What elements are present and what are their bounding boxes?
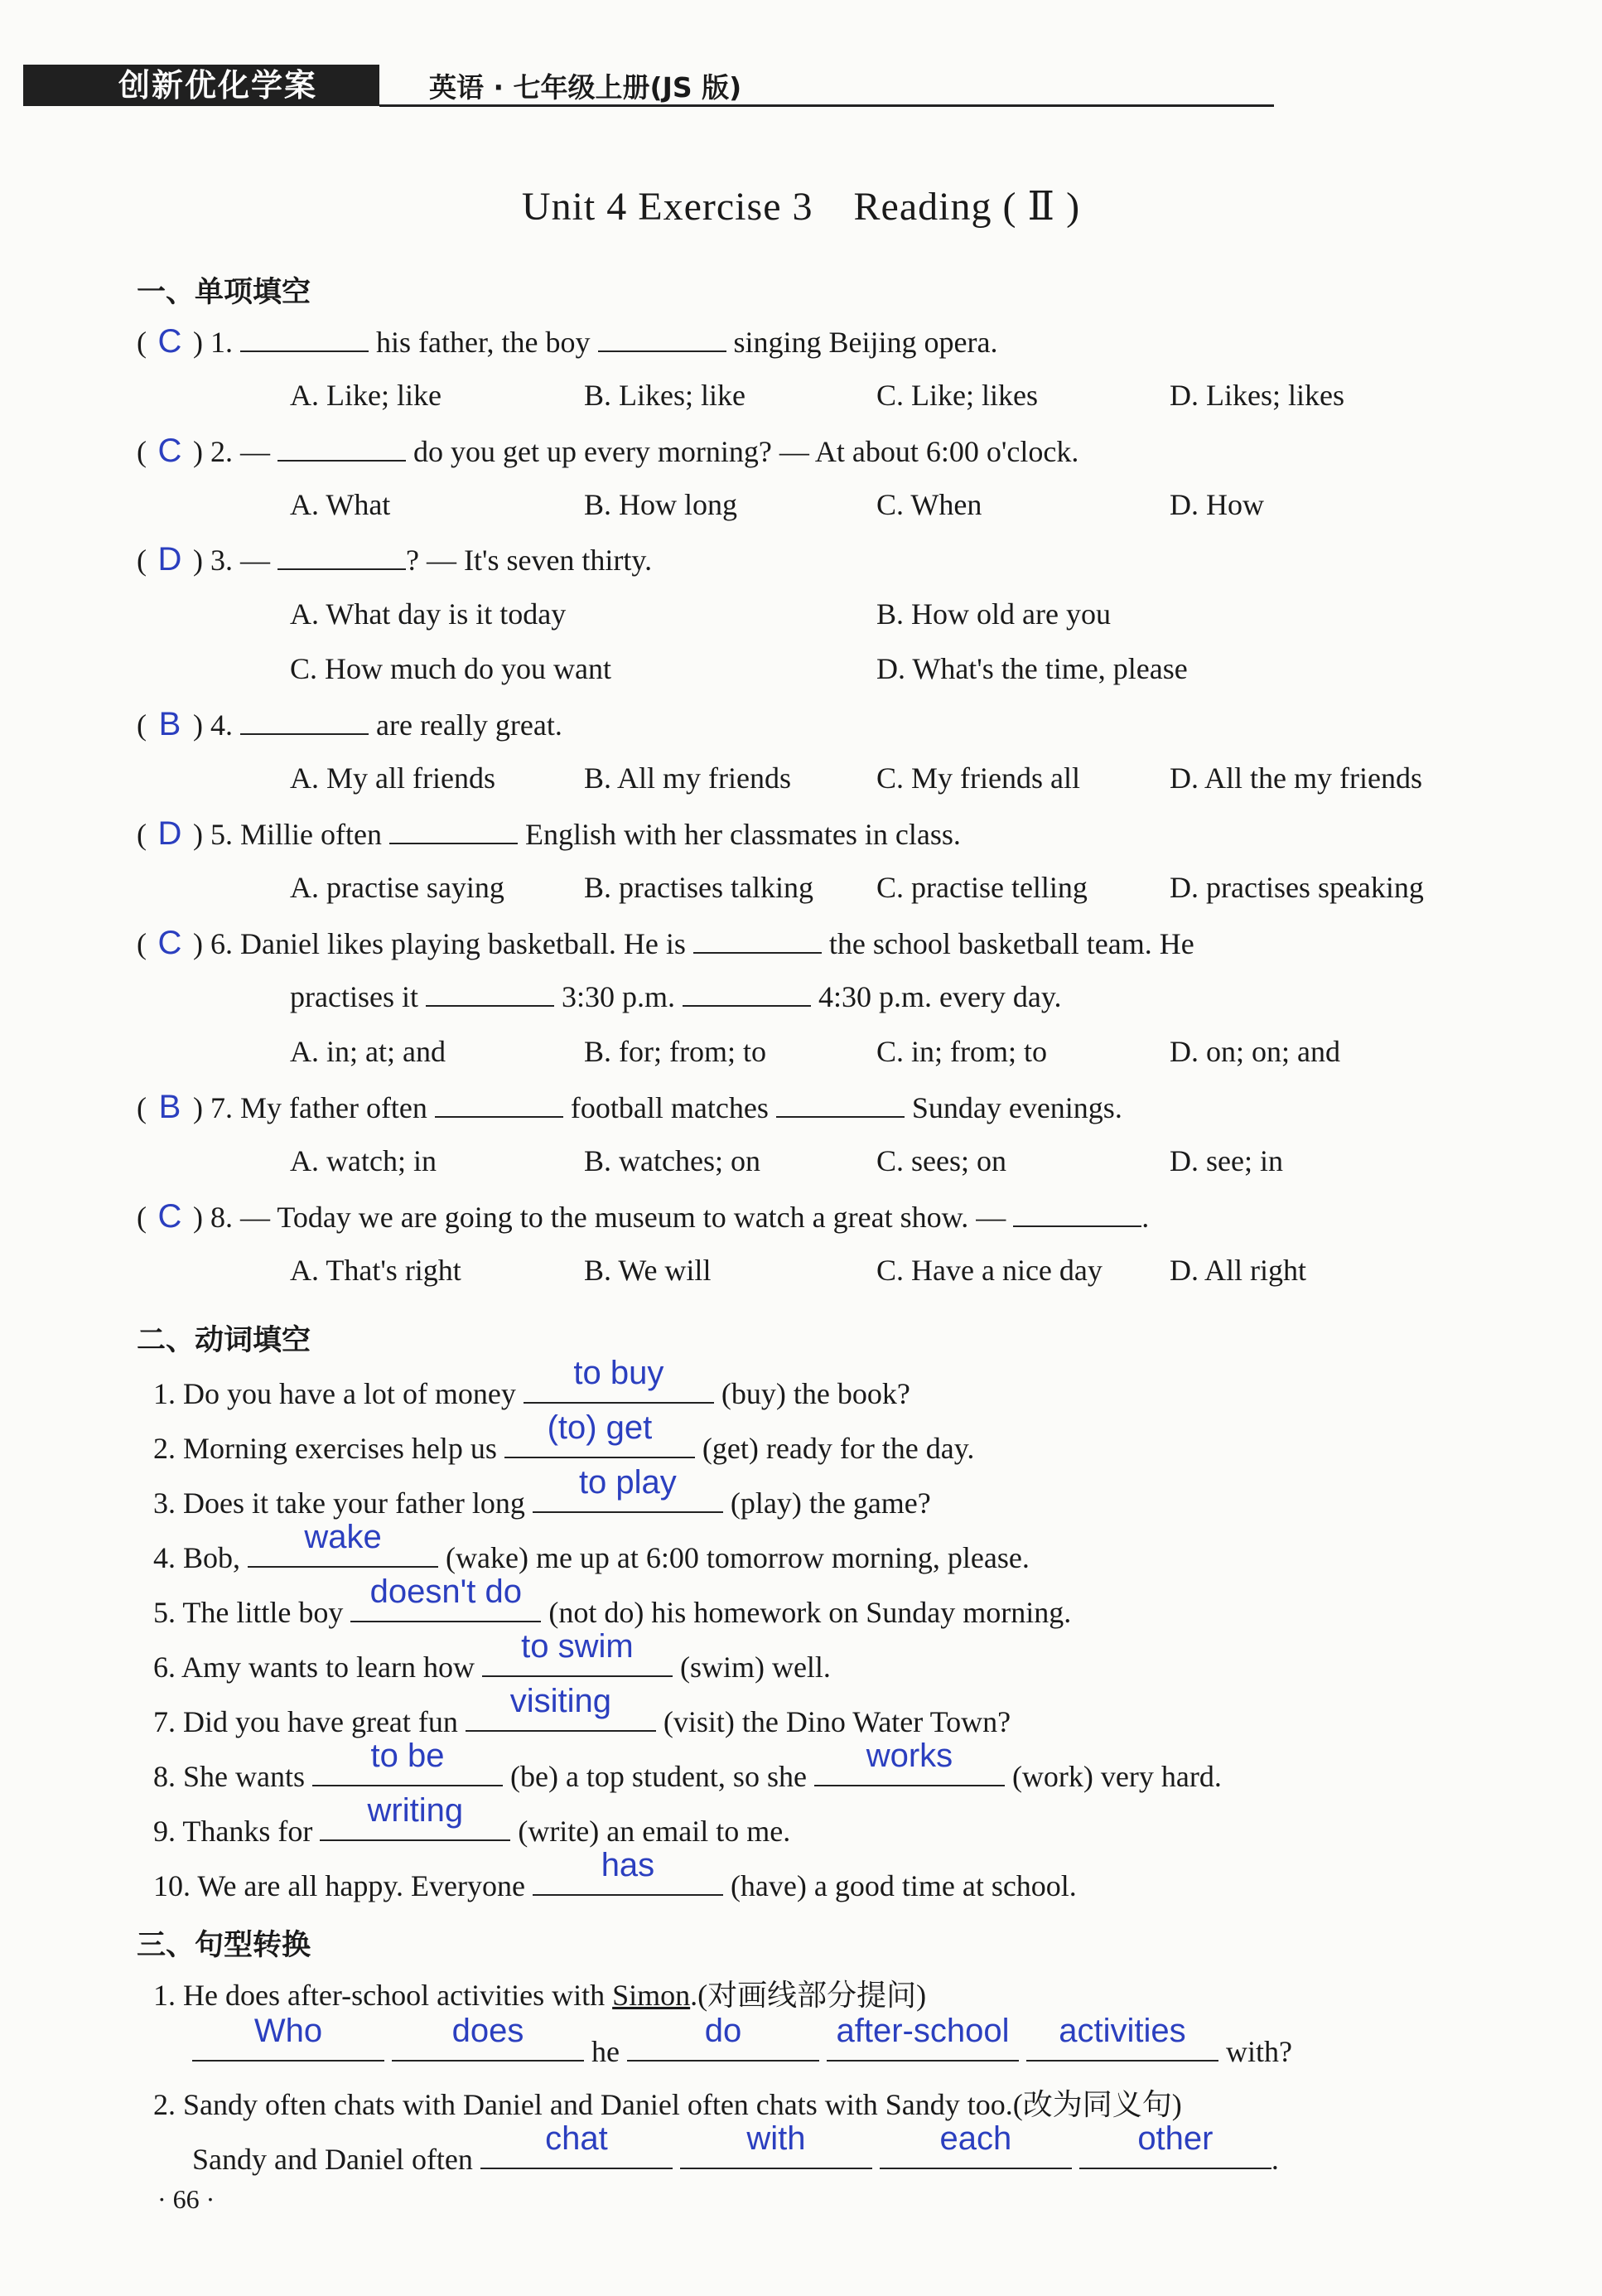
option: C. How much do you want bbox=[290, 652, 611, 685]
answer-letter: C bbox=[157, 925, 182, 961]
transform-answer-2: Sandy and Daniel often chat with each other . bbox=[192, 2120, 1279, 2176]
mc-question-1: ( C ) 1. his father, the boy singing Beijing opera. bbox=[137, 323, 998, 360]
mc-question-5: ( D ) 5. Millie often English with her classmates in class. bbox=[137, 815, 961, 852]
blank bbox=[426, 980, 554, 1007]
answer-blank: each bbox=[880, 2131, 1072, 2169]
answer-letter: C bbox=[157, 1198, 182, 1235]
option: B. How old are you bbox=[876, 597, 1111, 631]
answer-blank: to be bbox=[312, 1748, 503, 1786]
transform-answer-1: Who does he do after-school activities with? bbox=[192, 2023, 1292, 2069]
answer-blank: Who bbox=[192, 2023, 384, 2062]
option: D. All the my friends bbox=[1170, 761, 1422, 795]
blank bbox=[693, 927, 822, 954]
option: B. How long bbox=[584, 488, 738, 521]
blank bbox=[240, 326, 369, 352]
answer-letter: D bbox=[157, 541, 182, 578]
option: D. see; in bbox=[1170, 1144, 1283, 1177]
option: B. practises talking bbox=[584, 871, 813, 904]
answer-blank: after-school bbox=[827, 2023, 1019, 2062]
answer-letter: C bbox=[157, 323, 182, 360]
mc-question-6: ( C ) 6. Daniel likes playing basketball. He is the school basketball team. He bbox=[137, 925, 1194, 961]
option: D. practises speaking bbox=[1170, 871, 1424, 904]
verb-item-10: 10. We are all happy. Everyone has (have) a good time at school. bbox=[153, 1847, 1077, 1902]
verb-item-7: 7. Did you have great fun visiting (visit) the Dino Water Town? bbox=[153, 1683, 1011, 1738]
answer-blank: doesn't do bbox=[350, 1584, 541, 1622]
option: C. Have a nice day bbox=[876, 1254, 1103, 1287]
answer-blank: writing bbox=[320, 1803, 510, 1841]
blank bbox=[277, 544, 406, 570]
book-title: 英语 · 七年级上册(JS 版) bbox=[429, 71, 742, 104]
verb-item-8: 8. She wants to be (be) a top student, so she works (work) very hard. bbox=[153, 1738, 1222, 1793]
section-heading-2: 二、动词填空 bbox=[137, 1324, 311, 1357]
verb-item-4: 4. Bob, wake (wake) me up at 6:00 tomorrow morning, please. bbox=[153, 1519, 1030, 1574]
blank bbox=[1013, 1201, 1141, 1227]
option: B. watches; on bbox=[584, 1144, 760, 1177]
option: A. watch; in bbox=[290, 1144, 437, 1177]
transform-question-2: 2. Sandy often chats with Daniel and Daniel often chats with Sandy too.(改为同义句) bbox=[153, 2088, 1182, 2121]
page-number: · 66 · bbox=[157, 2184, 215, 2214]
option: A. practise saying bbox=[290, 871, 504, 904]
option: B. for; from; to bbox=[584, 1035, 766, 1068]
exercise-title: Unit 4 Exercise 3 Reading ( Ⅱ ) bbox=[521, 185, 1081, 229]
verb-item-9: 9. Thanks for writing (write) an email to me. bbox=[153, 1792, 791, 1848]
transform-question-1: 1. He does after-school activities with Simon.(对画线部分提问) bbox=[153, 1979, 927, 2012]
answer-blank: to buy bbox=[524, 1366, 714, 1404]
mc-question-8: ( C ) 8. — Today we are going to the museum to watch a great show. — . bbox=[137, 1198, 1150, 1235]
answer-blank: visiting bbox=[466, 1694, 656, 1732]
mc-question-3: ( D ) 3. — ? — It's seven thirty. bbox=[137, 541, 653, 578]
option: A. What bbox=[290, 488, 391, 521]
option: C. practise telling bbox=[876, 871, 1088, 904]
option: C. sees; on bbox=[876, 1144, 1006, 1177]
answer-blank: do bbox=[627, 2023, 819, 2062]
series-logo: 创新优化学案 bbox=[23, 65, 379, 106]
answer-blank: wake bbox=[248, 1530, 438, 1568]
option: D. How bbox=[1170, 488, 1264, 521]
verb-item-6: 6. Amy wants to learn how to swim (swim) well. bbox=[153, 1628, 831, 1684]
option: D. All right bbox=[1170, 1254, 1307, 1287]
blank bbox=[683, 980, 811, 1007]
blank bbox=[776, 1091, 905, 1118]
mc-question-7: ( B ) 7. My father often football matches Sunday evenings. bbox=[137, 1089, 1122, 1125]
answer-blank: with bbox=[680, 2131, 872, 2169]
mc-question-2: ( C ) 2. — do you get up every morning? — At about 6:00 o'clock. bbox=[137, 433, 1079, 469]
answer-blank: activities bbox=[1026, 2023, 1218, 2062]
answer-letter: C bbox=[157, 433, 182, 469]
verb-item-3: 3. Does it take your father long to play (play) the game? bbox=[153, 1464, 931, 1520]
option: D. What's the time, please bbox=[876, 652, 1188, 685]
option: B. All my friends bbox=[584, 761, 791, 795]
blank bbox=[598, 326, 726, 352]
answer-blank: (to) get bbox=[504, 1420, 695, 1458]
answer-letter: B bbox=[158, 706, 181, 742]
answer-letter: B bbox=[158, 1089, 181, 1125]
answer-blank: does bbox=[392, 2023, 584, 2062]
option: D. on; on; and bbox=[1170, 1035, 1340, 1068]
blank bbox=[389, 818, 518, 844]
mc-question-6-cont: practises it 3:30 p.m. 4:30 p.m. every day. bbox=[290, 980, 1062, 1013]
option: A. What day is it today bbox=[290, 597, 567, 631]
answer-blank: chat bbox=[480, 2131, 673, 2169]
answer-letter: D bbox=[157, 815, 182, 852]
answer-blank: to swim bbox=[482, 1639, 673, 1677]
option: A. in; at; and bbox=[290, 1035, 446, 1068]
blank bbox=[435, 1091, 563, 1118]
verb-item-2: 2. Morning exercises help us (to) get (get) ready for the day. bbox=[153, 1409, 975, 1465]
option: A. My all friends bbox=[290, 761, 495, 795]
underlined-word: Simon bbox=[612, 1979, 691, 2012]
blank bbox=[277, 435, 406, 462]
header-rule bbox=[379, 104, 1274, 107]
option: C. Like; likes bbox=[876, 379, 1038, 412]
verb-item-5: 5. The little boy doesn't do (not do) his homework on Sunday morning. bbox=[153, 1573, 1072, 1629]
answer-blank: to play bbox=[533, 1475, 723, 1513]
option: D. Likes; likes bbox=[1170, 379, 1344, 412]
answer-blank: works bbox=[814, 1748, 1005, 1786]
option: C. My friends all bbox=[876, 761, 1080, 795]
option: A. That's right bbox=[290, 1254, 461, 1287]
blank bbox=[240, 708, 369, 735]
option: B. We will bbox=[584, 1254, 712, 1287]
option: C. in; from; to bbox=[876, 1035, 1047, 1068]
option: B. Likes; like bbox=[584, 379, 746, 412]
mc-question-4: ( B ) 4. are really great. bbox=[137, 706, 562, 742]
option: A. Like; like bbox=[290, 379, 442, 412]
answer-blank: has bbox=[533, 1858, 723, 1896]
section-heading-1: 一、单项填空 bbox=[137, 276, 311, 309]
answer-blank: other bbox=[1079, 2131, 1271, 2169]
verb-item-1: 1. Do you have a lot of money to buy (buy) the book? bbox=[153, 1355, 910, 1410]
section-heading-3: 三、句型转换 bbox=[137, 1929, 311, 1962]
option: C. When bbox=[876, 488, 982, 521]
